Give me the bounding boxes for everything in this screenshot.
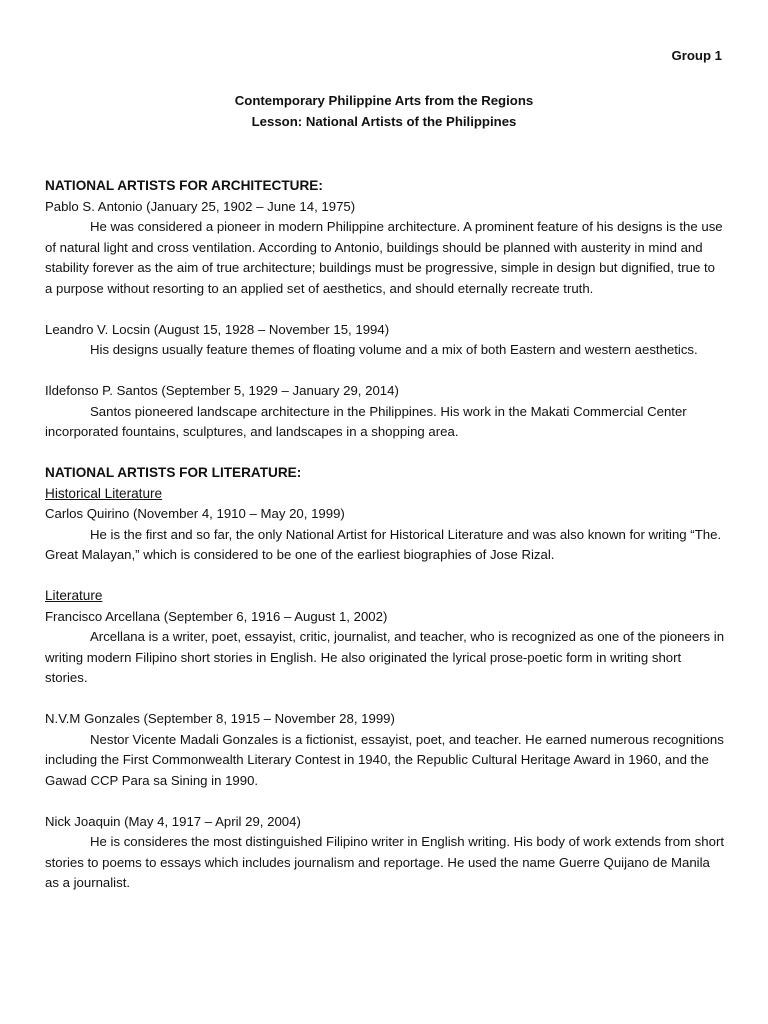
artist-description: Nestor Vicente Madali Gonzales is a fictionist, essayist, poet, and teacher. He earned numerous recognitions including the First Commonwealth Literary Contest in 1940, the Republic Cultural Heritage Award in 1960, and the Gawad CCP Para sa Sining in 1990.	[45, 731, 724, 788]
group-label: Group 1	[671, 48, 722, 63]
artist-entry	[45, 197, 725, 300]
spacer	[45, 361, 725, 382]
spacer	[45, 689, 725, 710]
artist-entry	[45, 504, 725, 566]
artist-description: His designs usually feature themes of floating volume and a mix of both Eastern and western aesthetics.	[90, 342, 698, 357]
artist-description: He is consideres the most distinguished Filipino writer in English writing. His body of work extends from short stories to poems to essays which includes journalism and reportage. He used the name Guerre Quijano de Manila as a journalist.	[45, 834, 724, 890]
artist-entry	[45, 607, 725, 689]
spacer	[45, 443, 725, 464]
artist-name: Ildefonso P. Santos (September 5, 1929 – January 29, 2014)	[45, 383, 399, 398]
artist-description: He was considered a pioneer in modern Philippine architecture. A prominent feature of his designs is the use of natural light and cross ventilation. According to Antonio, buildings should be planned with austerity in mind and stability forever as the aim of true architecture; buildings must be progressive, simple in design but dignified, true to a purpose without resorting to an applied set of aesthetics, and should eternally recreate truth.	[45, 219, 723, 296]
artist-name: Leandro V. Locsin (August 15, 1928 – November 15, 1994)	[45, 321, 390, 337]
architecture-heading: NATIONAL ARTISTS FOR ARCHITECTURE:	[45, 178, 323, 193]
literature-subheading: Literature	[45, 588, 103, 603]
artist-name: Pablo S. Antonio (January 25, 1902 – June 14, 1975)	[45, 198, 356, 214]
artist-entry	[45, 381, 725, 443]
spacer	[45, 791, 725, 812]
artist-entry	[45, 709, 725, 791]
document-header	[0, 90, 768, 132]
artist-description: Santos pioneered landscape architecture in the Philippines. His work in the Makati Commercial Center incorporated fountains, sculptures, and landscapes in a shopping area.	[45, 403, 687, 439]
lesson-title: Lesson: National Artists of the Philippines	[251, 114, 517, 129]
spacer	[45, 299, 725, 320]
historical-literature-subheading: Historical Literature	[45, 485, 163, 501]
artist-name: N.V.M Gonzales (September 8, 1915 – November 28, 1999)	[45, 711, 395, 726]
document-body	[45, 176, 725, 894]
artist-name: Francisco Arcellana (September 6, 1916 – August 1, 2002)	[45, 608, 388, 624]
artist-entry	[45, 812, 725, 894]
artist-name: Carlos Quirino (November 4, 1910 – May 20, 1999)	[45, 506, 345, 521]
artist-description: Arcellana is a writer, poet, essayist, critic, journalist, and teacher, who is recognized as one of the pioneers in writing modern Filipino short stories in English. He also originated the lyrical prose-poetic form in writing short stories.	[45, 629, 725, 685]
artist-description: He is the first and so far, the only National Artist for Historical Literature and was also known for writing “The. Great Malayan,” which is considered to be one of the earliest biographies of Jose Rizal.	[45, 526, 722, 562]
document-title: Contemporary Philippine Arts from the Regions	[234, 93, 534, 108]
artist-entry	[45, 320, 725, 361]
spacer	[45, 566, 725, 587]
artist-name: Nick Joaquin (May 4, 1917 – April 29, 2004)	[45, 813, 301, 829]
literature-heading: NATIONAL ARTISTS FOR LITERATURE:	[45, 465, 302, 480]
